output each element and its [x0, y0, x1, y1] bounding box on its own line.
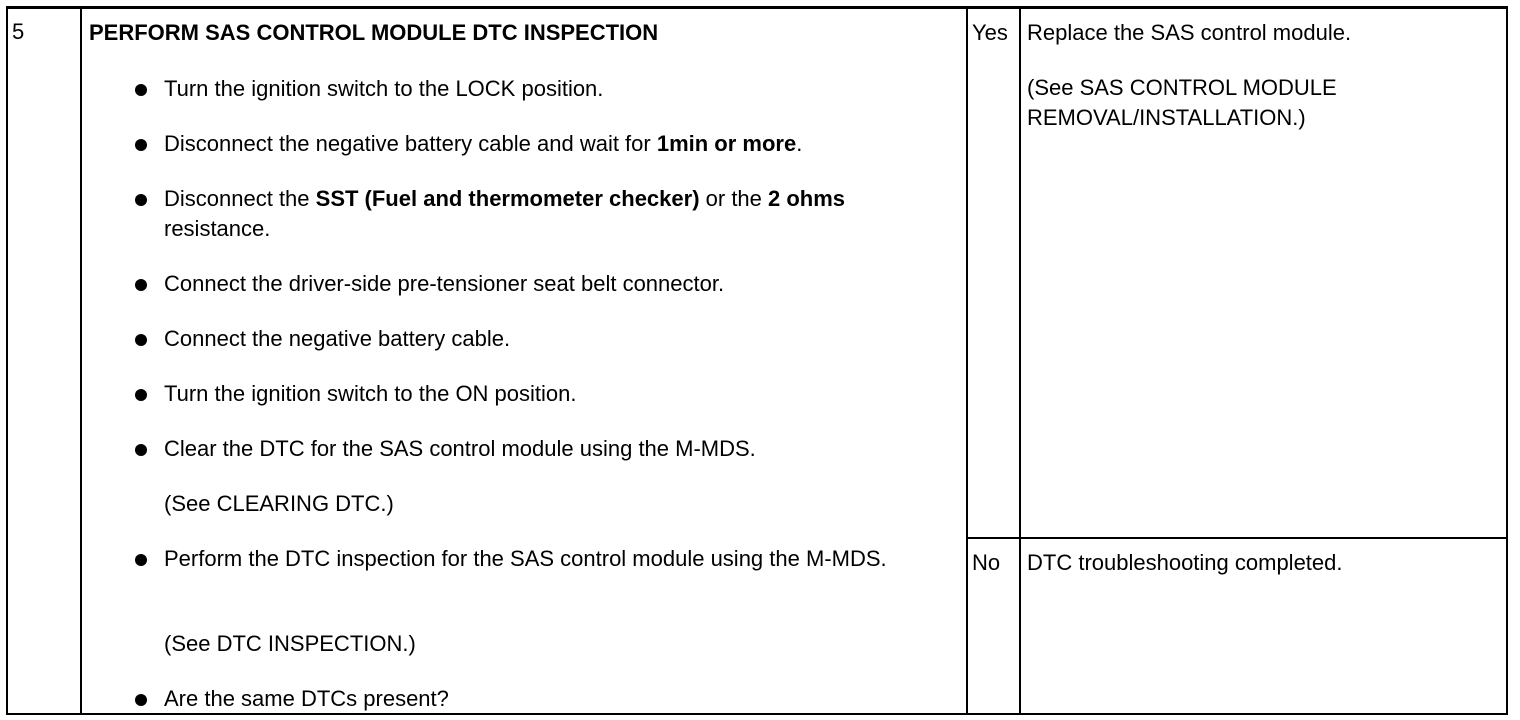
bullet-dot-icon [135, 694, 147, 706]
bullet-text [164, 131, 802, 156]
bullet-text [164, 271, 724, 296]
no-label: No [972, 549, 1001, 575]
bullet-emphasis: 2 ohms [768, 186, 846, 211]
bullet-text-segment: . [796, 131, 803, 156]
no-action-cell [1020, 538, 1507, 714]
step-bullet [82, 434, 966, 464]
bullet-text-segment: or the [699, 186, 769, 211]
step-bullet [82, 379, 966, 409]
bullet-text-segment: Turn the ignition switch to the ON position. [164, 381, 577, 406]
troubleshooting-step [6, 6, 1506, 712]
step-number: 5 [12, 19, 25, 44]
bullet-text-segment: Perform the DTC inspection for the SAS control module using the M-MDS. [164, 546, 887, 571]
bullet-dot-icon [135, 279, 147, 291]
bullet-text-segment: Disconnect the [164, 186, 316, 211]
step-bullet [82, 544, 966, 574]
step-bullet [82, 684, 966, 714]
yes-action-cell [1020, 8, 1507, 538]
bullet-dot-icon [135, 389, 147, 401]
step-number-cell [7, 8, 81, 714]
bullet-text-segment: Are the same DTCs present? [164, 686, 449, 711]
bullet-text-segment: Connect the negative battery cable. [164, 326, 511, 351]
no-action-line: DTC troubleshooting completed. [1027, 549, 1343, 575]
step-title: PERFORM SAS CONTROL MODULE DTC INSPECTION [89, 20, 659, 45]
bullet-reference-note: (See DTC INSPECTION.) [164, 631, 416, 656]
inspection-table [6, 6, 1508, 715]
bullet-text [164, 186, 845, 241]
bullet-text-segment: Turn the ignition switch to the LOCK position. [164, 76, 604, 101]
bullet-text-segment: resistance. [164, 216, 271, 241]
step-bullet [82, 324, 966, 354]
yes-action-reference: (See SAS CONTROL MODULE REMOVAL/INSTALLATION.) [1027, 75, 1337, 130]
bullet-text [164, 326, 510, 351]
bullet-text-segment: Connect the driver-side pre-tensioner seat belt connector. [164, 271, 725, 296]
bullet-emphasis: SST (Fuel and thermometer checker) [315, 186, 700, 211]
bullet-dot-icon [135, 194, 147, 206]
bullet-text [164, 436, 756, 461]
bullet-text [164, 381, 577, 406]
yes-label: Yes [972, 20, 1008, 45]
step-body-cell [81, 8, 967, 714]
bullet-dot-icon [135, 139, 147, 151]
step-bullet [82, 129, 966, 159]
no-label-cell [967, 538, 1020, 714]
yes-label-cell [967, 8, 1020, 538]
yes-action-line: Replace the SAS control module. [1027, 20, 1352, 45]
bullet-dot-icon [135, 84, 147, 96]
bullet-text-segment: Disconnect the negative battery cable and wait for [164, 131, 657, 156]
bullet-text [164, 686, 449, 711]
step-bullet [82, 184, 966, 244]
bullet-text [164, 546, 887, 571]
bullet-emphasis: 1min or more [656, 131, 797, 156]
step-bullet [82, 269, 966, 299]
bullet-text-segment: Clear the DTC for the SAS control module using the M-MDS. [164, 436, 756, 461]
bullet-dot-icon [135, 444, 147, 456]
bullet-text [164, 76, 603, 101]
bullet-dot-icon [135, 554, 147, 566]
bullet-reference-note: (See CLEARING DTC.) [164, 491, 394, 516]
step-bullet [82, 74, 966, 104]
bullet-dot-icon [135, 334, 147, 346]
